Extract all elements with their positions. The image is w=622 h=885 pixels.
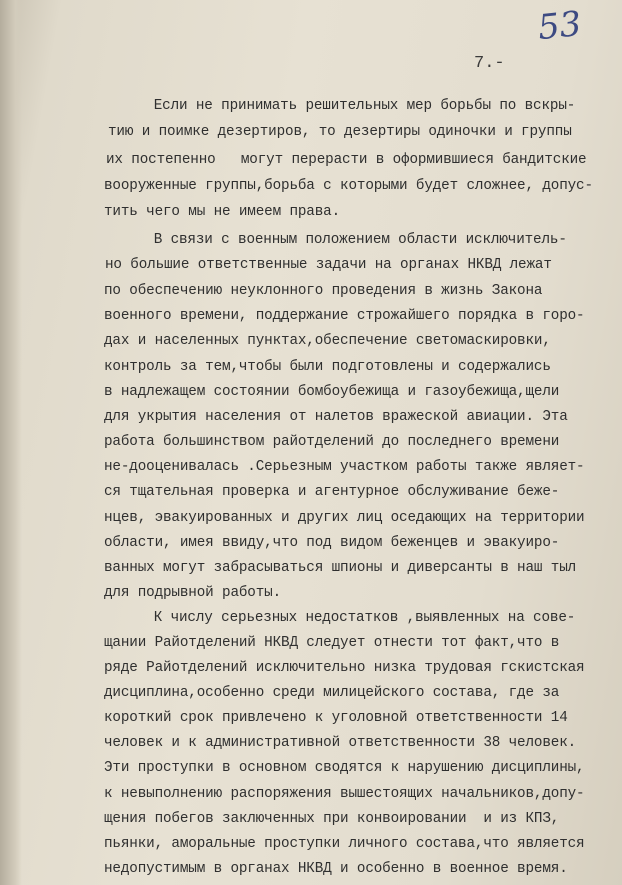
text-line: пьянки, аморальные проступки личного состава,что является <box>104 836 585 852</box>
text-line: к невыполнению распоряжения вышестоящих начальников,допу- <box>104 786 585 802</box>
text-line: тить чего мы не имеем права. <box>104 204 341 220</box>
text-line: их постепенно могут перерасти в оформившиеся бандитские <box>106 152 587 168</box>
text-line: контроль за тем,чтобы были подготовлены и содержались <box>104 359 551 375</box>
page-number: 7.- <box>474 54 505 73</box>
text-line: военного времени, поддержание строжайшего порядка в горо- <box>104 308 585 324</box>
text-line: ряде Райотделений исключительно низка трудовая гскистская <box>104 660 585 676</box>
text-line: В связи с военным положением области исключитель- <box>120 232 567 248</box>
text-line: щании Райотделений НКВД следует отнести тот факт,что в <box>104 635 560 651</box>
text-line: тию и поимке дезертиров, то дезертиры одиночки и группы <box>108 124 572 140</box>
text-line: короткий срок привлечено к уголовной ответственности 14 <box>104 710 568 726</box>
text-line: для укрытия населения от налетов вражеской авиации. Эта <box>104 409 568 425</box>
text-line: ванных могут забрасываться шпионы и диверсанты в наш тыл <box>104 560 577 576</box>
text-line: дах и населенных пунктах,обеспечение светомаскировки, <box>104 333 551 349</box>
text-line: не-дооценивалась .Серьезным участком работы также являет- <box>104 459 585 475</box>
text-line: щения побегов заключенных при конвоировании и из КПЗ, <box>104 811 560 827</box>
text-line: нцев, эвакуированных и других лиц оседающих на территории <box>104 510 585 526</box>
text-line: Эти проступки в основном сводятся к нарушению дисциплины, <box>104 760 585 776</box>
text-line: человек и к административной ответственности 38 человек. <box>104 735 577 751</box>
archive-page-number: 53 <box>536 3 584 49</box>
text-line: работа большинством райотделений до последнего времени <box>104 434 560 450</box>
text-line: Если не принимать решительных мер борьбы по вскры- <box>120 98 576 114</box>
page-edge-shadow <box>0 0 22 885</box>
text-line: по обеспечению неуклонного проведения в жизнь Закона <box>104 283 543 299</box>
text-line: области, имея ввиду,что под видом беженцев и эвакуиро- <box>104 535 560 551</box>
text-line: в надлежащем состоянии бомбоубежища и газоубежища,щели <box>104 384 560 400</box>
text-line: вооруженные группы,борьба с которыми будет сложнее, допус- <box>104 178 593 194</box>
text-line: но большие ответственные задачи на органах НКВД лежат <box>105 257 552 273</box>
text-line: К числу серьезных недостатков ,выявленных на сове- <box>120 610 576 626</box>
text-line: для подрывной работы. <box>104 585 282 601</box>
text-line: дисциплина,особенно среди милицейского состава, где за <box>104 685 560 701</box>
text-line: недопустимым в органах НКВД и особенно в военное время. <box>104 861 568 877</box>
text-line: ся тщательная проверка и агентурное обслуживание беже- <box>104 484 560 500</box>
